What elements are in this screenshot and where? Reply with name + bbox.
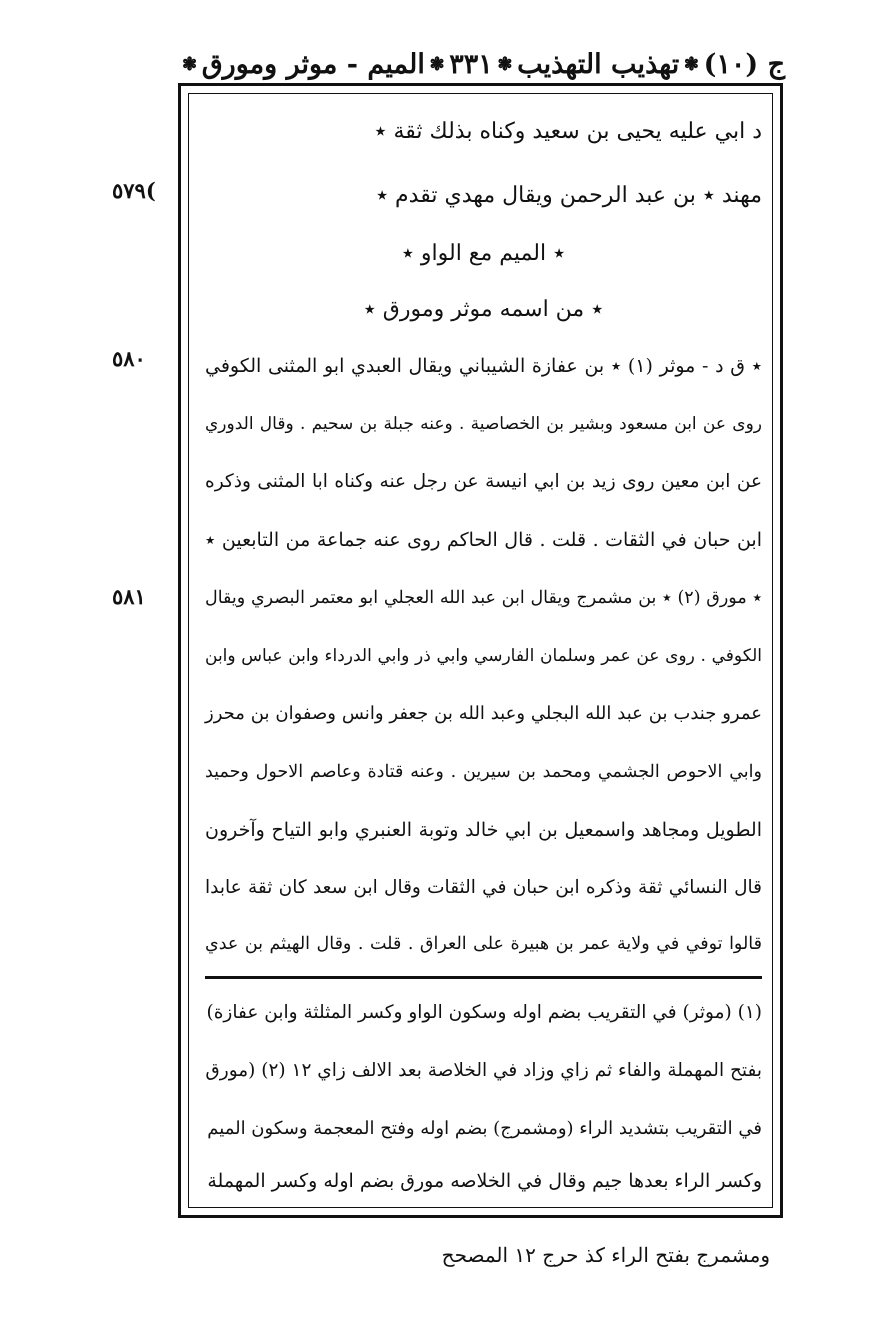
body-line: وابي الاحوص الجشمي ومحمد بن سيرين . وعنه قتادة وعاصم الاحول وحميد xyxy=(205,762,762,782)
entry-heading-line: ٭ مورق (٢) ٭ بن مشمرج ويقال ابن عبد الله العجلي ابو معتمر البصري ويقال xyxy=(205,588,762,608)
body-line: عن ابن معين روى زيد بن ابي انيسة عن رجل عنه وكناه ابا المثنى وذكره xyxy=(205,471,762,492)
body-line: قالوا توفي في ولاية عمر بن هبيرة على العراق . قلت . وقال الهيثم بن عدي xyxy=(205,934,762,954)
footnote-line: في التقريب بتشديد الراء (ومشمرج) بضم اوله وفتح المعجمة وسكون الميم xyxy=(207,1118,762,1139)
volume-label: ج (١٠) xyxy=(703,48,785,80)
body-line: مهند ٭ بن عبد الرحمن ويقال مهدي تقدم ٭ xyxy=(376,183,762,208)
section-heading: ٭ من اسمه موثر ومورق ٭ xyxy=(363,297,604,322)
footnote-line: بفتح المهملة والفاء ثم زاي وزاد في الخلاصة بعد الالف زاي ١٢ (٢) (مورق xyxy=(205,1060,762,1081)
body-line: د ابي عليه يحيى بن سعيد وكناه بذلك ثقة ٭ xyxy=(374,119,762,144)
footnote-line: (١) (موثر) في التقريب بضم اوله وسكون الواو وكسر المثلثة وابن عفازة) xyxy=(206,1002,762,1023)
book-title: تهذيب التهذيب xyxy=(517,48,680,80)
ornament-icon: ❃ xyxy=(429,53,445,75)
margin-entry-number: ٥٨٠ xyxy=(112,346,146,371)
ornament-icon: ❃ xyxy=(683,53,699,75)
entry-heading-line: ٭ ق د - موثر (١) ٭ بن عفازة الشيباني ويقال العبدي ابو المثنى الكوفي xyxy=(205,355,762,377)
bottom-note: ومشمرج بفتح الراء كذ حرج ١٢ المصحح xyxy=(441,1243,770,1267)
footnote-line: وكسر الراء بعدها جيم وقال في الخلاصه مورق بضم اوله وكسر المهملة xyxy=(207,1170,762,1192)
body-line: الكوفي . روى عن عمر وسلمان الفارسي وابي ذر وابي الدرداء وابن عباس وابن xyxy=(205,646,762,666)
body-line: الطويل ومجاهد واسمعيل بن ابي خالد وتوبة العنبري وابو التياح وآخرون xyxy=(205,819,762,841)
body-line: ابن حبان في الثقات . قلت . قال الحاكم روى عنه جماعة من التابعين ٭ xyxy=(205,529,762,551)
page-header xyxy=(180,42,785,86)
body-line: روى عن ابن مسعود وبشير بن الخصاصية . وعنه جبلة بن سحيم . وقال الدوري xyxy=(205,414,762,434)
footnote-separator xyxy=(205,976,762,979)
page-number: ٣٣١ xyxy=(449,48,493,80)
body-line: قال النسائي ثقة وذكره ابن حبان في الثقات وقال ابن سعد كان ثقة عابدا xyxy=(205,877,762,898)
margin-entry-number: ٥٨١ xyxy=(112,584,146,609)
section-title: الميم - موثر ومورق xyxy=(201,48,425,80)
margin-entry-number: ٥٧٩( xyxy=(112,178,156,203)
body-line: عمرو جندب بن عبد الله البجلي وعبد الله بن جعفر وانس وصفوان بن محرز xyxy=(205,703,762,724)
ornament-icon: ❃ xyxy=(497,53,513,75)
section-heading: ٭ الميم مع الواو ٭ xyxy=(401,241,566,266)
ornament-icon: ❃ xyxy=(182,53,198,75)
